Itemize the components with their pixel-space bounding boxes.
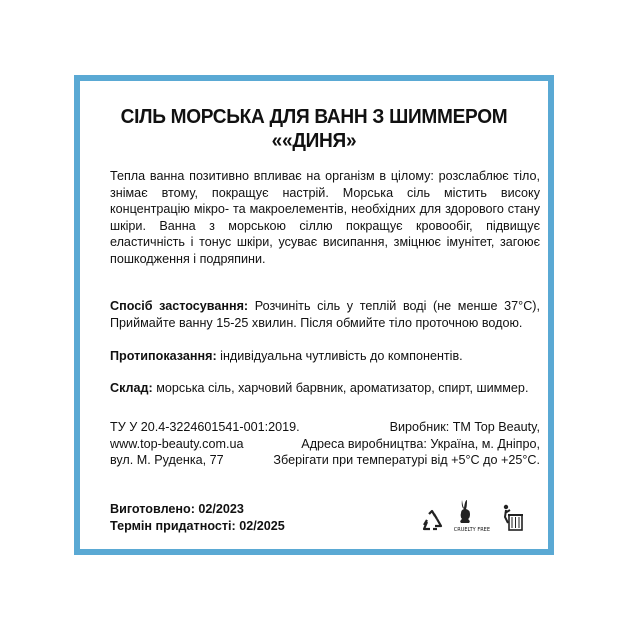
tu-code: ТУ У 20.4-3224601541-001:2019. <box>110 420 300 434</box>
usage-text: Розчиніть сіль у теплій воді (не менше 37°С), Приймайте ванну 15-25 хвилин. Після обмийте тіло проточною водою. <box>110 299 540 330</box>
usage-section <box>110 298 540 331</box>
symbols <box>420 498 526 533</box>
manufactured-date: Виготовлено: 02/2023 <box>110 502 244 516</box>
product-title <box>102 105 526 153</box>
trash-bin-icon <box>500 503 526 533</box>
dates <box>110 501 410 534</box>
address: Адреса виробництва: Україна, м. Дніпро, <box>301 436 540 451</box>
composition-section <box>110 380 540 397</box>
street: вул. М. Руденка, 77 <box>110 453 224 467</box>
cruelty-free-badge <box>454 498 490 533</box>
recycle-icon <box>420 509 444 533</box>
manufacturer-info <box>110 419 540 469</box>
composition-text: морська сіль, харчовий барвник, ароматизатор, спирт, шиммер. <box>152 381 529 395</box>
contraindications-label: Протипоказання: <box>110 349 217 363</box>
cruelty-free-icon <box>454 498 476 528</box>
contraindications-section <box>110 348 540 365</box>
website: www.top-beauty.com.ua <box>110 436 244 451</box>
expiry-date: Термін придатності: 02/2025 <box>110 518 285 533</box>
description: Тепла ванна позитивно впливає на організм в цілому: розслаблює тіло, знімає втому, покращує настрій. Морська сіль містить високу концентрацію мікро- та макроелементів, необхідних для здорового стану шкіри. Ванна з морською сіллю покращує кровообіг, підвищує еластичність і тонус шкіри, усуває висипання, зміцнює імунітет, загоює пошкодження і подряпини. <box>110 169 540 266</box>
usage-label: Спосіб застосування: <box>110 299 249 313</box>
composition-label: Склад: <box>110 381 153 395</box>
title-line-2: ««ДИНЯ» <box>271 129 357 152</box>
label-frame <box>74 75 554 555</box>
storage-conditions: Зберігати при температурі від +5°С до +25°С. <box>273 453 540 467</box>
title-line-1: СІЛЬ МОРСЬКА ДЛЯ ВАНН З ШИММЕРОМ <box>120 105 508 128</box>
cruelty-free-label: CRUELTY FREE <box>453 527 490 533</box>
producer: Виробник: ТМ Top Beauty, <box>389 420 540 434</box>
contraindications-text: індивідуальна чутливість до компонентів. <box>216 349 463 363</box>
